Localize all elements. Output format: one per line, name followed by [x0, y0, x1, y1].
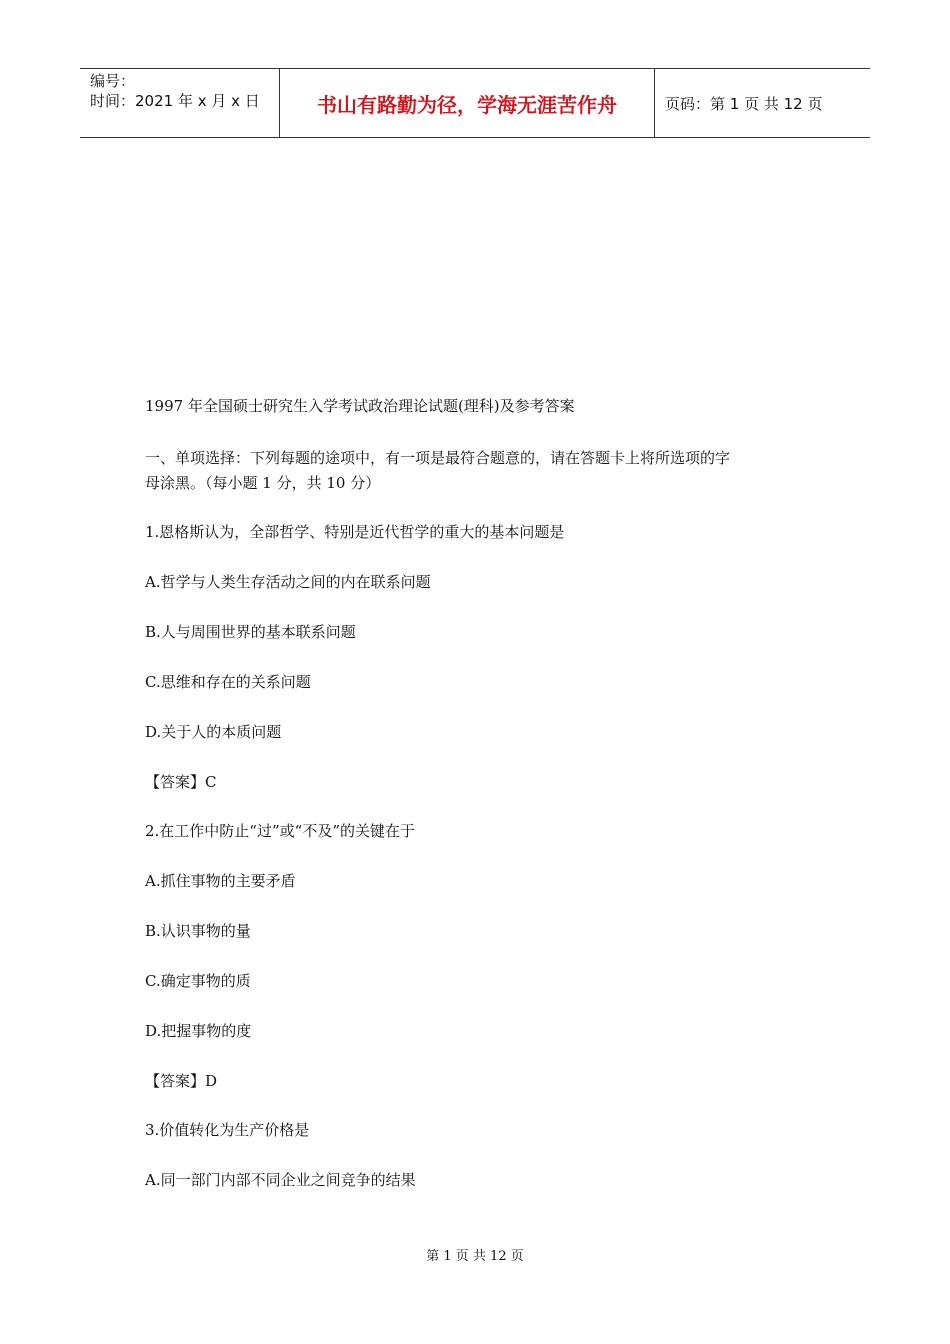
section-instructions-line1: 一、单项选择：下列每题的途项中，有一项是最符合题意的，请在答题卡上将所选项的字	[145, 449, 731, 467]
section-instructions-line2: 母涂黑。（每小题 1 分，共 10 分）	[145, 474, 381, 492]
q2-option-d: D.把握事物的度	[145, 1022, 252, 1040]
question-2: 2.在工作中防止“过”或“不及”的关键在于	[145, 822, 415, 840]
q1-answer: 【答案】C	[145, 773, 217, 791]
q2-answer: 【答案】D	[145, 1072, 218, 1090]
header-motto: 书山有路勤为径，学海无涯苦作舟	[280, 69, 655, 137]
header-meta	[80, 69, 280, 137]
q1-option-c: C.思维和存在的关系问题	[145, 673, 311, 691]
page-footer: 第 1 页 共 12 页	[426, 1249, 524, 1264]
question-1: 1.恩格斯认为，全部哲学、特别是近代哲学的重大的基本问题是	[145, 523, 565, 541]
q3-option-a: A.同一部门内部不同企业之间竞争的结果	[145, 1171, 416, 1189]
document-title: 1997 年全国硕士研究生入学考试政治理论试题(理科)及参考答案	[145, 397, 575, 415]
q2-option-b: B.认识事物的量	[145, 922, 251, 940]
q1-option-a: A.哲学与人类生存活动之间的内在联系问题	[145, 573, 431, 591]
page-header	[80, 68, 870, 138]
q1-option-b: B.人与周围世界的基本联系问题	[145, 623, 356, 641]
number-label: 编号：	[90, 72, 136, 90]
question-3: 3.价值转化为生产价格是	[145, 1121, 310, 1139]
q2-option-a: A.抓住事物的主要矛盾	[145, 872, 296, 890]
q2-option-c: C.确定事物的质	[145, 972, 251, 990]
header-page-info: 页码：第 1 页 共 12 页	[665, 94, 823, 113]
time-label: 时间：2021 年 x 月 x 日	[90, 92, 260, 110]
q1-option-d: D.关于人的本质问题	[145, 723, 282, 741]
